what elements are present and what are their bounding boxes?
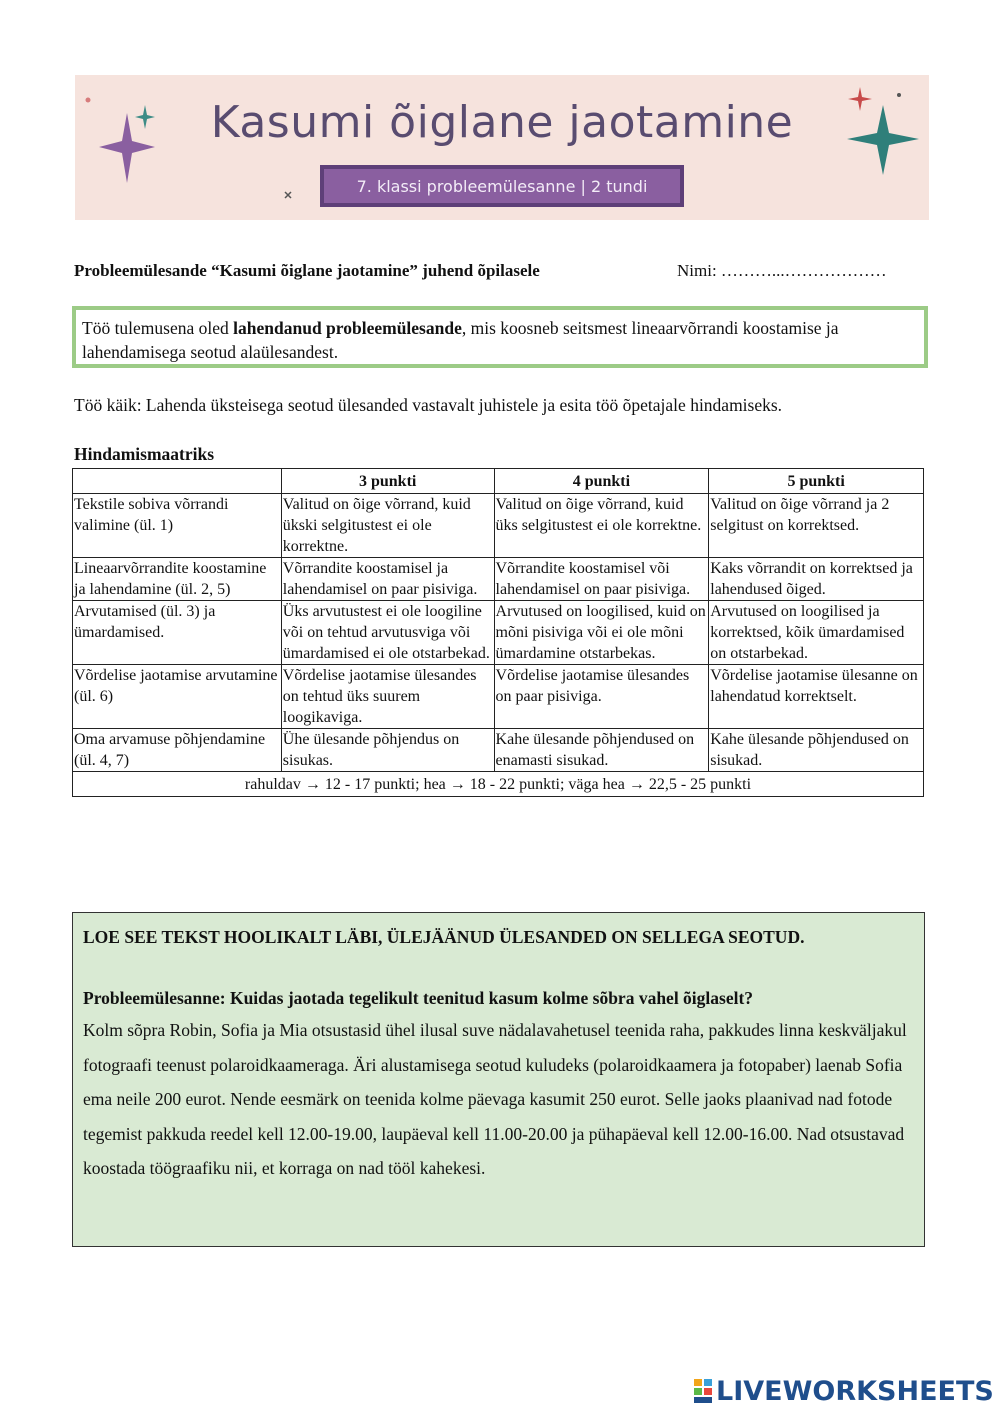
dot-icon xyxy=(283,190,293,200)
header-banner xyxy=(75,75,929,220)
grade-summary: rahuldav → 12 - 17 punkti; hea → 18 - 22 punkti; väga hea → 22,5 - 25 punkti xyxy=(73,772,924,797)
table-row xyxy=(73,729,924,772)
score-cell: Kahe ülesande põhjendused on sisukad. xyxy=(709,729,924,772)
score-cell: Arvutused on loogilised, kuid on mõni pisiviga või ei ole mõni ümardamine otstarbekas. xyxy=(494,601,709,665)
intro-text-before: Töö tulemusena oled xyxy=(82,318,234,338)
matrix-header-5: 5 punkti xyxy=(709,469,924,494)
table-row xyxy=(73,494,924,558)
matrix-title: Hindamismaatriks xyxy=(74,444,215,464)
document-heading xyxy=(74,261,926,281)
criterion-cell: Lineaarvõrrandite koostamine ja lahendamine (ül. 2, 5) xyxy=(73,558,282,601)
intro-box xyxy=(72,306,928,368)
problem-text-box xyxy=(72,912,925,1247)
criterion-cell: Oma arvamuse põhjendamine (ül. 4, 7) xyxy=(73,729,282,772)
summary-row xyxy=(73,772,924,797)
name-field[interactable]: Nimi: ………...……………… xyxy=(677,261,887,280)
criterion-cell: Võrdelise jaotamise arvutamine (ül. 6) xyxy=(73,665,282,729)
score-cell: Valitud on õige võrrand, kuid üks selgitustest ei ole korrektne. xyxy=(494,494,709,558)
banner-title: Kasumi õiglane jaotamine xyxy=(210,97,794,148)
banner-subtitle: 7. klassi probleemülesanne | 2 tundi xyxy=(320,165,684,207)
table-row xyxy=(73,665,924,729)
work-process-text: Töö käik: Lahenda üksteisega seotud ülesanded vastavalt juhistele ja esita töö õpetajale hindamiseks. xyxy=(74,395,783,415)
score-cell: Kahe ülesande põhjendused on enamasti sisukad. xyxy=(494,729,709,772)
score-cell: Üks arvutustest ei ole loogiline või on tehtud arvutusviga või ümardamised ei ole otstarbekad. xyxy=(281,601,494,665)
table-row xyxy=(73,601,924,665)
logo-mark-icon xyxy=(693,1378,713,1404)
read-instruction: LOE SEE TEKST HOOLIKALT LÄBI, ÜLEJÄÄNUD ÜLESANDED ON SELLEGA SEOTUD. xyxy=(83,927,805,947)
liveworksheets-logo xyxy=(693,1376,994,1406)
score-cell: Võrrandite koostamisel ja lahendamisel on paar pisiviga. xyxy=(281,558,494,601)
matrix-header-row xyxy=(73,469,924,494)
score-cell: Arvutused on loogilised ja korrektsed, kõik ümardamised on otstarbekad. xyxy=(709,601,924,665)
problem-question: Probleemülesanne: Kuidas jaotada tegelikult teenitud kasum kolme sõbra vahel õiglaselt? xyxy=(83,988,754,1008)
problem-story: Kolm sõpra Robin, Sofia ja Mia otsustasid ühel ilusal suve nädalavahetusel teenida raha, pakkudes linna keskväljakul fotograafi teenust polaroidkaameraga. Äri alustamisega seotud kuludeks (polaroidkaamera ja fotopaber) laenab Sofia ema neile 200 eurot. Nende eesmärk on teenida kolme päevaga kasumit 250 eurot. Selle jaoks plaanivad nad fotode tegemist pakkuda reedel kell 12.00-19.00, laupäeval kell 11.00-20.00 ja pühapäeval kell 12.00-16.00. Nad otsustavad koostada töögraafiku nii, et korraga on nad tööl kahekesi. xyxy=(83,1020,907,1178)
score-cell: Valitud on õige võrrand ja 2 selgitust on korrektsed. xyxy=(709,494,924,558)
assessment-matrix xyxy=(72,468,924,797)
score-cell: Võrdelise jaotamise ülesanne on lahendatud korrektselt. xyxy=(709,665,924,729)
score-cell: Ühe ülesande põhjendus on sisukas. xyxy=(281,729,494,772)
matrix-header-3: 3 punkti xyxy=(281,469,494,494)
intro-text-bold: lahendanud probleemülesande xyxy=(233,318,462,338)
criterion-cell: Arvutamised (ül. 3) ja ümardamised. xyxy=(73,601,282,665)
score-cell: Kaks võrrandit on korrektsed ja lahendused õiged. xyxy=(709,558,924,601)
intro-text-after: , mis koosneb seitsmest lineaarvõrrandi koostamise ja lahendamisega seotud alaülesandest. xyxy=(82,318,839,362)
matrix-header-empty xyxy=(73,469,282,494)
criterion-cell: Tekstile sobiva võrrandi valimine (ül. 1) xyxy=(73,494,282,558)
matrix-header-4: 4 punkti xyxy=(494,469,709,494)
table-row xyxy=(73,558,924,601)
score-cell: Võrdelise jaotamise ülesandes on tehtud üks suurem loogikaviga. xyxy=(281,665,494,729)
logo-text: LIVEWORKSHEETS xyxy=(716,1375,994,1407)
score-cell: Võrrandite koostamisel või lahendamisel on paar pisiviga. xyxy=(494,558,709,601)
score-cell: Valitud on õige võrrand, kuid ükski selgitustest ei ole korrektne. xyxy=(281,494,494,558)
score-cell: Võrdelise jaotamise ülesandes on paar pisiviga. xyxy=(494,665,709,729)
page-title: Probleemülesande “Kasumi õiglane jaotamine” juhend õpilasele xyxy=(74,261,540,280)
